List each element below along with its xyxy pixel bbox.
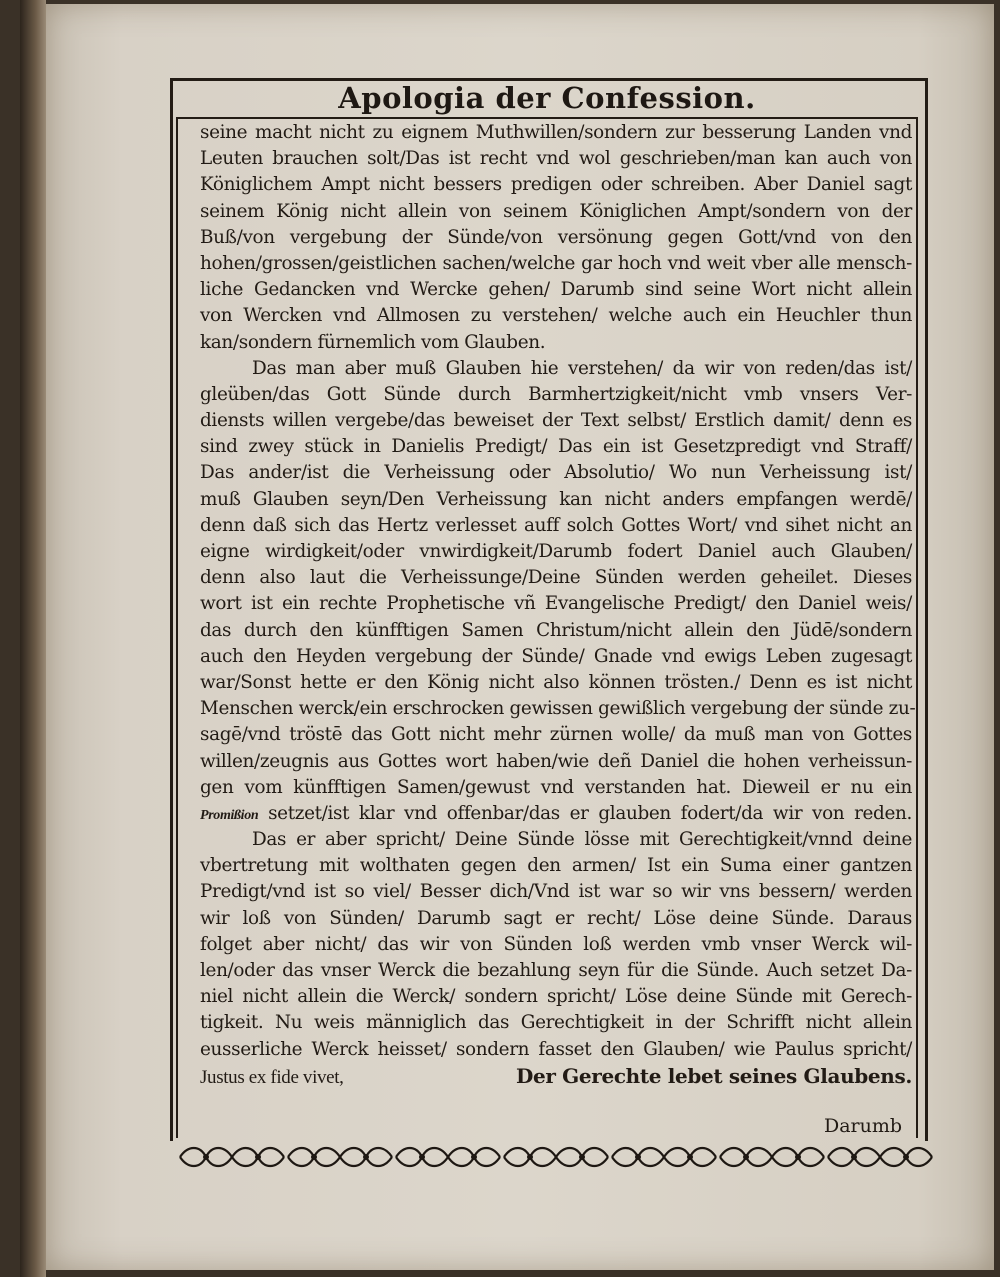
text-line: Das man aber muß Glauben hie verstehen/ da wir von reden/das ist/	[252, 357, 912, 379]
text-line: tigkeit. Nu weis männiglich das Gerechtigkeit in der Schrifft nicht allein	[200, 1012, 912, 1034]
text-frame-inner-right	[916, 118, 918, 1138]
text-line: niel nicht allein die Werck/ sondern spricht/ Löse deine Sünde mit Gerech-	[200, 986, 912, 1008]
text-frame-inner-left	[176, 118, 178, 1138]
text-line: Leuten brauchen solt/Das ist recht vnd wol geschrieben/man kan auch von	[200, 148, 912, 170]
latin-quotation: Justus ex fide vivet,	[200, 1066, 344, 1088]
text-line: das durch den künfftigen Samen Christum/nicht allein den Jüdē/sondern	[200, 619, 912, 641]
text-line: Predigt/vnd ist so viel/ Besser dich/Vnd ist war so wir vns bessern/ werden	[200, 881, 912, 903]
body-text	[200, 120, 916, 1089]
book-edge	[20, 0, 46, 1277]
german-quotation: Der Gerechte lebet seines Glaubens.	[516, 1063, 912, 1088]
quotation-line	[200, 1063, 912, 1089]
text-line: seinem König nicht allein von seinem Königlichen Ampt/sondern von der	[200, 200, 912, 222]
text-line: seine macht nicht zu eignem Muthwillen/sondern zur besserung Landen vnd	[200, 122, 912, 143]
text-line: gleüben/das Gott Sünde durch Barmhertzigkeit/nicht vmb vnsers Ver-	[200, 383, 912, 405]
text-line: muß Glauben seyn/Den Verheissung kan nicht anders empfangen werdē/	[200, 488, 912, 510]
ornament-border	[178, 1142, 938, 1172]
header-rule	[176, 117, 918, 119]
text-line: auch den Heyden vergebung der Sünde/ Gnade vnd ewigs Leben zugesagt	[200, 645, 912, 667]
text-line: liche Gedancken vnd Wercke gehen/ Darumb sind seine Wort nicht allein	[200, 279, 912, 301]
latin-term: Promißion	[200, 807, 259, 823]
text-line: vbertretung mit wolthaten gegen den armen/ Ist ein Suma einer gantzen	[200, 855, 912, 877]
text-line	[200, 801, 912, 827]
text-line: denn daß sich das Hertz verlesset auff solch Gottes Wort/ vnd sihet nicht an	[200, 514, 912, 536]
text-line: war/Sonst hette er den König nicht also können trösten./ Denn es ist nicht	[200, 671, 912, 693]
text-line-rest: setzet/ist klar vnd offenbar/das er glauben fodert/da wir von reden.	[258, 802, 912, 824]
catchword: Darumb	[824, 1115, 903, 1137]
text-line: denn also laut die Verheissunge/Deine Sünden werden geheilet. Dieses	[200, 567, 912, 589]
text-line: Buß/von vergebung der Sünde/von versönung gegen Gott/vnd von den	[200, 226, 912, 248]
text-line: sind zwey stück in Danielis Predigt/ Das ein ist Gesetzpredigt vnd Straff/	[200, 436, 912, 458]
text-line: Menschen werck/ein erschrocken gewissen gewißlich vergebung der sünde zu-	[200, 698, 916, 720]
text-line: Das ander/ist die Verheissung oder Absolutio/ Wo nun Verheissung ist/	[200, 462, 912, 484]
text-line: kan/sondern fürnemlich vom Glauben.	[200, 331, 546, 353]
text-line: eigne wirdigkeit/oder vnwirdigkeit/Darumb fodert Daniel auch Glauben/	[200, 541, 912, 562]
text-line: gen vom künfftigen Samen/gewust vnd verstanden hat. Dieweil er nu ein	[200, 776, 912, 798]
text-line: eusserliche Werck heisset/ sondern fasset den Glauben/ wie Paulus spricht/	[200, 1038, 912, 1060]
text-line: hohen/grossen/geistlichen sachen/welche gar hoch vnd weit vber alle mensch-	[200, 252, 912, 274]
text-line: len/oder das vnser Werck die bezahlung seyn für die Sünde. Auch setzet Da-	[200, 960, 912, 981]
text-line: Königlichem Ampt nicht bessers predigen oder schreiben. Aber Daniel sagt	[200, 174, 912, 196]
text-line: von Wercken vnd Allmosen zu verstehen/ welche auch ein Heuchler thun	[200, 305, 912, 327]
text-line: sagē/vnd tröstē das Gott nicht mehr zürnen wolle/ da muß man von Gottes	[200, 724, 912, 746]
running-head: Apologia der Confession.	[338, 81, 756, 115]
text-line: diensts willen vergebe/das beweiset der Text selbst/ Erstlich damit/ denn es	[200, 410, 912, 432]
text-line: wort ist ein rechte Prophetische vñ Evangelische Predigt/ den Daniel weis/	[200, 593, 912, 615]
text-line: willen/zeugnis aus Gottes wort haben/wie deñ Daniel die hohen verheissun-	[200, 750, 912, 772]
text-line: wir loß von Sünden/ Darumb sagt er recht/ Löse deine Sünde. Daraus	[200, 907, 912, 929]
text-line: Das er aber spricht/ Deine Sünde lösse mit Gerechtigkeit/vnnd deine	[252, 829, 912, 851]
text-line: folget aber nicht/ das wir von Sünden loß werden vmb vnser Werck wil-	[200, 933, 912, 955]
